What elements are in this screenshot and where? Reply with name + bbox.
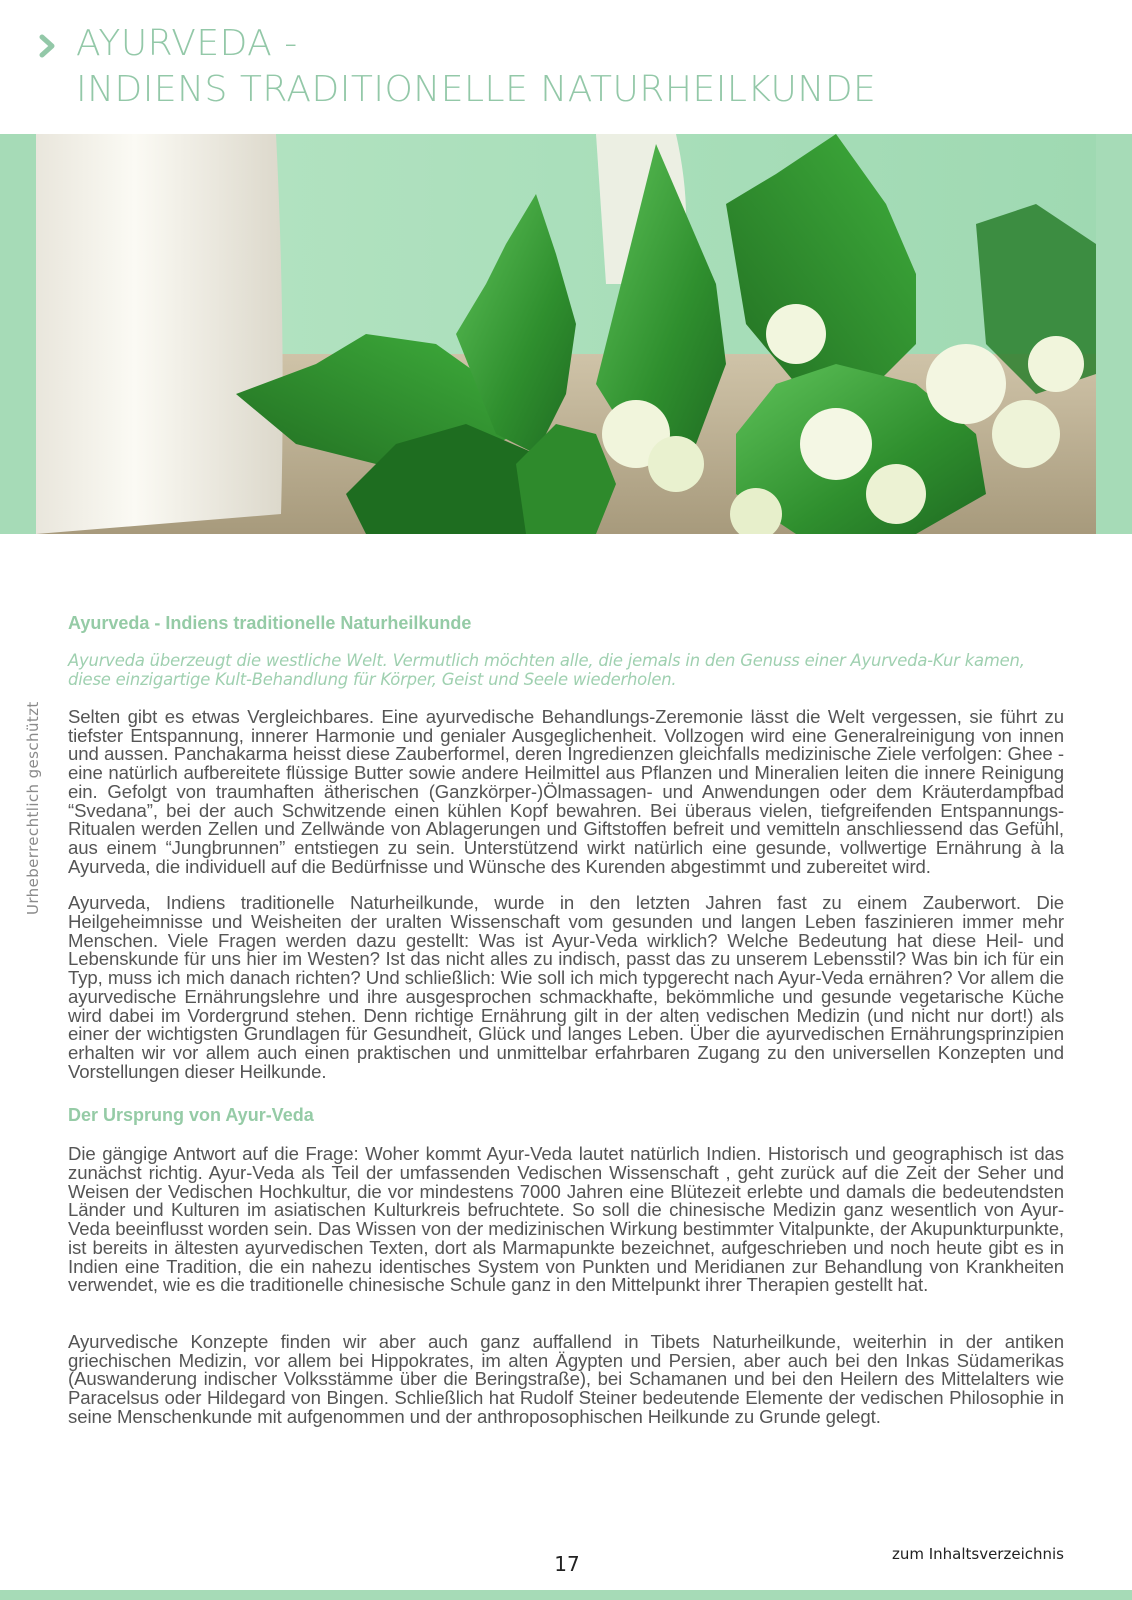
page-title-line-1: AYURVEDA - — [76, 23, 298, 64]
page-number: 17 — [554, 1552, 580, 1576]
article-heading: Ayurveda - Indiens traditionelle Naturheilkunde — [68, 613, 472, 633]
hero-image — [36, 134, 1096, 534]
article-lead: Ayurveda überzeugt die westliche Welt. Vermutlich möchten alle, die jemals in den Genuss einer Ayurveda-Kur kamen, diese einzigartige Kult-Behandlung für Körper, Geist und Seele wiederholen. — [68, 651, 1025, 689]
copyright-notice: Urheberrechtlich geschützt — [24, 701, 42, 915]
chevron-right-icon — [36, 34, 60, 58]
bottom-bar — [0, 1590, 1132, 1600]
page-title-line-2: INDIENS TRADITIONELLE NATURHEILKUNDE — [76, 69, 877, 110]
article-paragraph-4: Ayurvedische Konzepte finden wir aber auch ganz auffallend in Tibets Naturheilkunde, weiterhin in der antiken griechischen Medizin, vor allem bei Hippokrates, im alten Ägypten und Persien, aber auch bei den Inkas Südamerikas (Auswanderung indischer Volksstämme über die Beringstraße), bei Schamanen und bei den Heilern des Mittelalters wie Paracelsus oder Hildegard von Bingen. Schließlich hat Rudolf Steiner bedeutende Elemente der vedischen Philosophie in seine Menschenkunde mit aufgenommen und der anthroposophischen Heilkunde zu Grunde gelegt. — [68, 1330, 1064, 1427]
nettle-leaves-image — [36, 134, 1096, 534]
article — [68, 611, 1064, 1427]
article-paragraph-1: Selten gibt es etwas Vergleichbares. Eine ayurvedische Behandlungs-Zeremonie lässt die Welt vergessen, sie führt zu tiefster Entspannung, innerer Harmonie und genialer Ausgeglichenheit. Vollzogen wird eine Generalreinigung von innen und aussen. Panchakarma heisst diese Zauberformel, deren Ingredienzen gleichfalls medizinische Ziele verfolgen: Ghee - eine natürlich aufbereitete flüssige Butter sowie andere Heilmittel aus Pflanzen und Mineralien leiten die innere Reinigung ein. Gefolgt von traumhaften ätherischen (Ganzkörper-)Ölmassagen- und Anwendungen oder dem Kräuterdampfbad “Svedana”, bei der auch Schwitzende einen kühlen Kopf bewahren. Bei überaus vielen, tiefgreifenden Entspannungs-Ritualen werden Zellen und Zellwände von Ablagerungen und Giftstoffen befreit und vemitteln anschliessend das Gefühl, aus einem “Jungbrunnen” entstiegen zu sein. Unterstützend wirkt natürlich eine gesunde, vollwertige Ernährung à la Ayurveda, die individuell auf die Bedürfnisse und Wünsche des Kurenden abgestimmt und zubereitet wird. — [68, 706, 1064, 877]
article-paragraph-3: Die gängige Antwort auf die Frage: Woher kommt Ayur-Veda lautet natürlich Indien. Historisch und geographisch ist das zunächst richtig. Ayur-Veda als Teil der umfassenden Vedischen Wissenschaft , geht zurück auf die Zeit der Seher und Weisen der Vedischen Hochkultur, die vor mindestens 7000 Jahren eine Blütezeit erlebte und damals die bedeutendsten Länder und Kulturen im asiatischen Kulturkreis befruchtete. So soll die chinesische Medizin ganz wesentlich von Ayur-Veda beeinflusst worden sein. Das Wissen von der medizinischen Wirkung bestimmter Vitalpunkte, der Akupunkturpunkte, ist bereits in ältesten ayurvedischen Texten, dort als Marmapunkte bezeichnet, aufgeschrieben und noch heute gibt es in Indien eine Tradition, die ein nahezu identisches System von Punkten und Meridianen zur Behandlung von Krankheiten verwendet, wie es die traditionelle chinesische Schule ganz in den Mittelpunkt ihrer Therapien gestellt hat. — [68, 1143, 1064, 1296]
table-of-contents-link[interactable]: zum Inhaltsverzeichnis — [891, 1545, 1064, 1563]
section-heading-origin: Der Ursprung von Ayur-Veda — [68, 1105, 314, 1126]
article-paragraph-2: Ayurveda, Indiens traditionelle Naturheilkunde, wurde in den letzten Jahren fast zu einem Zauberwort. Die Heilgeheimnisse und Weisheiten der uralten Wissenschaft vom gesunden und langen Leben faszinieren immer mehr Menschen. Viele Fragen werden dazu gestellt: Was ist Ayur-Veda wirklich? Welche Bedeutung hat diese Heil- und Lebenskunde für uns hier im Westen? Ist das nicht alles zu indisch, passt das zu unserem Lebensstil? Was bin ich für ein Typ, muss ich mich danach richten? Und schließlich: Wie soll ich mich typgerecht nach Ayur-Veda ernähren? Vor allem die ayurvedische Ernährungslehre und ihre ausgesprochen schmackhafte, bekömmliche und gesunde vegetarische Küche wird dabei im Vordergrund stehen. Denn richtige Ernährung gilt in der alten vedischen Medizin (und nicht nur dort!) als einer der wichtigsten Grundlagen für Gesundheit, Glück und langes Leben. Über die ayurvedischen Ernährungsprinzipien erhalten wir vor allem auch einen praktischen und unmittelbar erfahrbaren Zugang zu den universellen Konzepten und Vorstellungen dieser Heilkunde. — [68, 892, 1064, 1082]
